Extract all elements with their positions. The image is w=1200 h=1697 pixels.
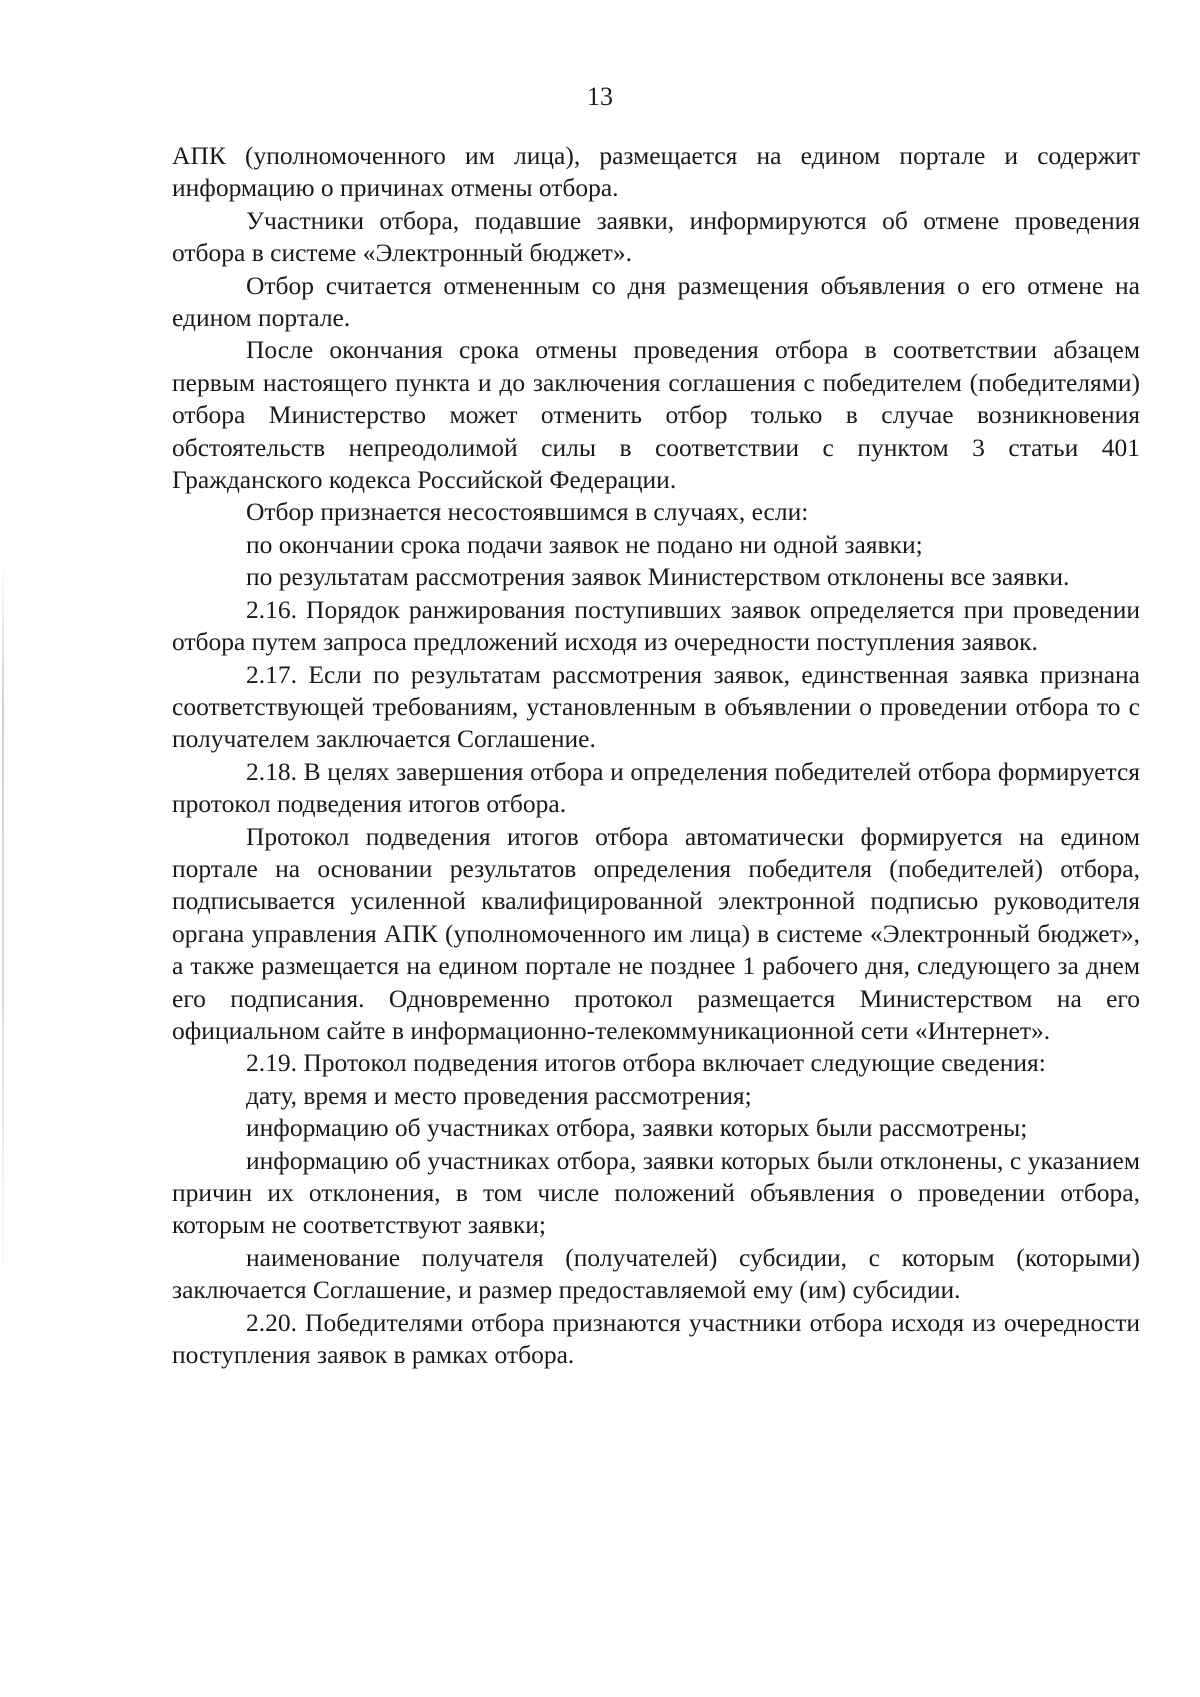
paragraph-6: по окончании срока подачи заявок не подано ни одной заявки; <box>246 529 923 559</box>
document-body <box>172 140 1140 1371</box>
paragraph-4: После окончания срока отмены проведения отбора в соответствии абзацем первым настоящего пункта и до заключения соглашения с победителем (победителями) отбора Министерство может отменить отбор только в случае возникновения обстоятельств непреодолимой силы в соответствии с пунктом 3 статьи 401 Гражданского кодекса Российской Федерации. <box>172 335 1140 495</box>
paragraph-16: наименование получателя (получателей) субсидии, с которым (которыми) заключается Соглашение, и размер предоставляемой ему (им) субсидии. <box>172 1242 1140 1305</box>
paragraph-8: 2.16. Порядок ранжирования поступивших заявок определяется при проведении отбора путем запроса предложений исходя из очередности поступления заявок. <box>172 594 1140 657</box>
paragraph-17: 2.20. Победителями отбора признаются участники отбора исходя из очередности поступления заявок в рамках отбора. <box>172 1307 1140 1370</box>
scan-edge-mark <box>2 560 4 1300</box>
paragraph-3: Отбор считается отмененным со дня размещения объявления о его отмене на едином портале. <box>172 270 1140 333</box>
paragraph-9: 2.17. Если по результатам рассмотрения заявок, единственная заявка признана соответствующей требованиям, установленным в объявлении о проведении отбора то с получателем заключается Соглашение. <box>172 659 1140 754</box>
paragraph-10: 2.18. В целях завершения отбора и определения победителей отбора формируется протокол подведения итогов отбора. <box>172 756 1140 819</box>
paragraph-7: по результатам рассмотрения заявок Министерством отклонены все заявки. <box>246 562 1070 592</box>
page-number: 13 <box>587 82 613 111</box>
paragraph-12: 2.19. Протокол подведения итогов отбора включает следующие сведения: <box>246 1048 1046 1078</box>
paragraph-14: информацию об участниках отбора, заявки которых были рассмотрены; <box>246 1113 1028 1143</box>
paragraph-2: Участники отбора, подавшие заявки, информируются об отмене проведения отбора в системе «Электронный бюджет». <box>172 205 1140 268</box>
paragraph-13: дату, время и место проведения рассмотрения; <box>246 1080 752 1110</box>
paragraph-11: Протокол подведения итогов отбора автоматически формируется на едином портале на основании результатов определения победителя (победителей) отбора, подписывается усиленной квалифицированной электронной подписью руководителя органа управления АПК (уполномоченного им лица) в системе «Электронный бюджет», а также размещается на едином портале не позднее 1 рабочего дня, следующего за днем его подписания. Одновременно протокол размещается Министерством на его официальном сайте в информационно-телекоммуникационной сети «Интернет». <box>172 821 1140 1045</box>
paragraph-5: Отбор признается несостоявшимся в случаях, если: <box>246 497 809 527</box>
paragraph-15: информацию об участниках отбора, заявки которых были отклонены, с указанием причин их отклонения, в том числе положений объявления о проведении отбора, которым не соответствуют заявки; <box>172 1145 1140 1240</box>
paragraph-1: АПК (уполномоченного им лица), размещается на едином портале и содержит информацию о причинах отмены отбора. <box>172 141 1140 203</box>
